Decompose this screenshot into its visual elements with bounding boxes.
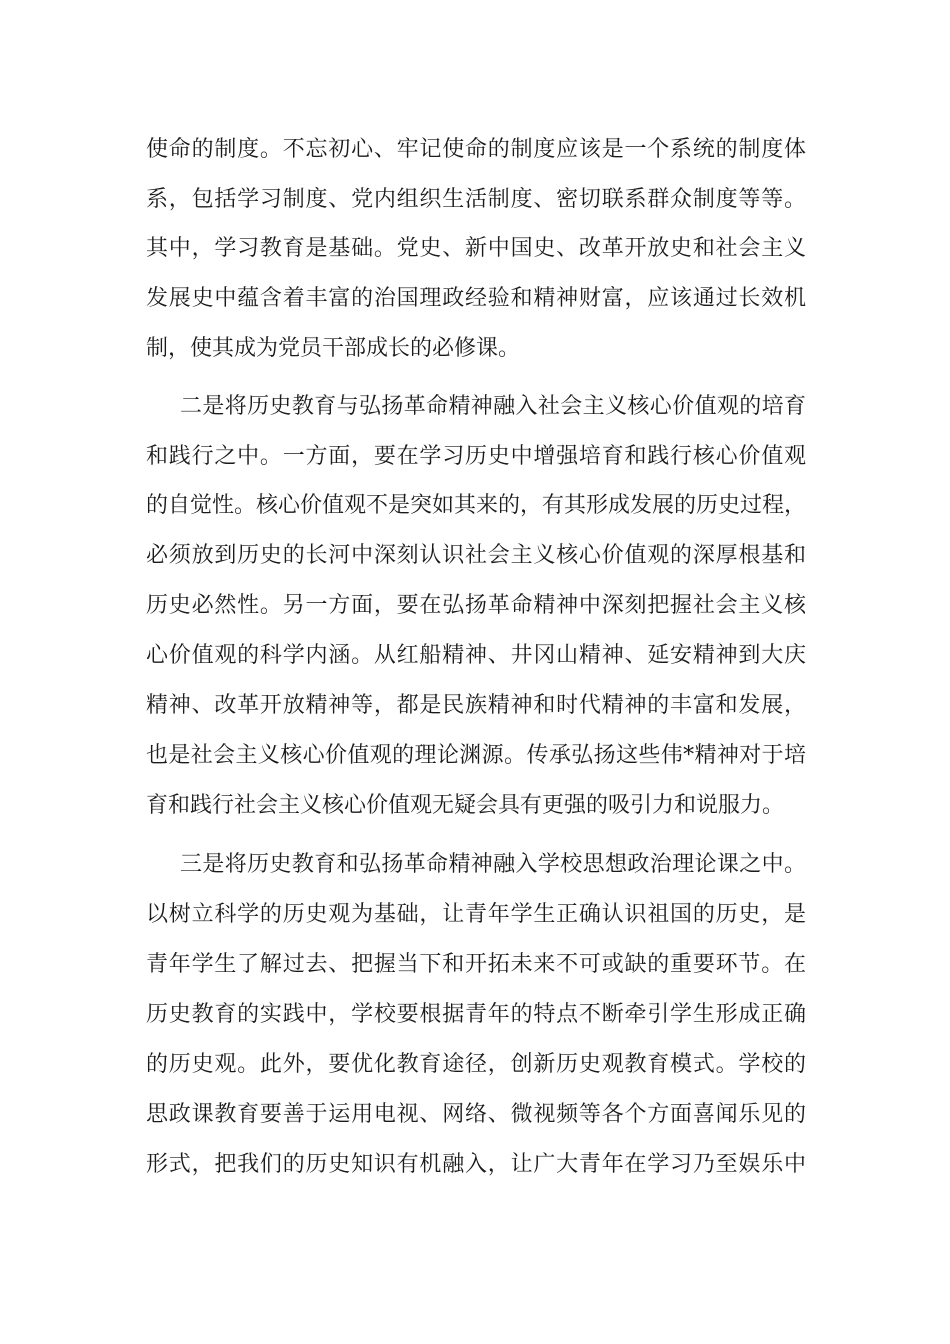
text-line: 也是社会主义核心价值观的理论渊源。传承弘扬这些伟*精神对于培	[146, 743, 806, 768]
text-line: 形式，把我们的历史知识有机融入，让广大青年在学习乃至娱乐中	[146, 1152, 806, 1177]
text-line: 青年学生了解过去、把握当下和开拓未来不可或缺的重要环节。在	[146, 952, 806, 977]
text-line: 必须放到历史的长河中深刻认识社会主义核心价值观的深厚根基和	[146, 543, 806, 568]
text-line: 历史必然性。另一方面，要在弘扬革命精神中深刻把握社会主义核	[146, 593, 806, 618]
text-line: 二是将历史教育与弘扬革命精神融入社会主义核心价值观的培育	[180, 394, 806, 419]
text-line: 的自觉性。核心价值观不是突如其来的，有其形成发展的历史过程，	[146, 493, 807, 518]
text-line: 育和践行社会主义核心价值观无疑会具有更强的吸引力和说服力。	[146, 793, 785, 818]
text-line: 以树立科学的历史观为基础，让青年学生正确认识祖国的历史，是	[146, 902, 806, 927]
text-line: 系，包括学习制度、党内组织生活制度、密切联系群众制度等等。	[146, 187, 806, 212]
text-line: 其中，学习教育是基础。党史、新中国史、改革开放史和社会主义	[146, 236, 806, 261]
text-line: 和践行之中。一方面，要在学习历史中增强培育和践行核心价值观	[146, 444, 806, 469]
text-line: 历史教育的实践中，学校要根据青年的特点不断牵引学生形成正确	[146, 1002, 806, 1027]
text-line: 思政课教育要善于运用电视、网络、微视频等各个方面喜闻乐见的	[146, 1102, 806, 1127]
text-line: 的历史观。此外，要优化教育途径，创新历史观教育模式。学校的	[146, 1052, 806, 1077]
text-line: 发展史中蕴含着丰富的治国理政经验和精神财富，应该通过长效机	[146, 286, 806, 311]
text-line: 精神、改革开放精神等，都是民族精神和时代精神的丰富和发展，	[146, 693, 806, 718]
text-line: 使命的制度。不忘初心、牢记使命的制度应该是一个系统的制度体	[146, 137, 806, 162]
text-line: 制，使其成为党员干部成长的必修课。	[146, 336, 521, 361]
text-line: 心价值观的科学内涵。从红船精神、井冈山精神、延安精神到大庆	[146, 643, 806, 668]
text-line: 三是将历史教育和弘扬革命精神融入学校思想政治理论课之中。	[180, 852, 806, 877]
